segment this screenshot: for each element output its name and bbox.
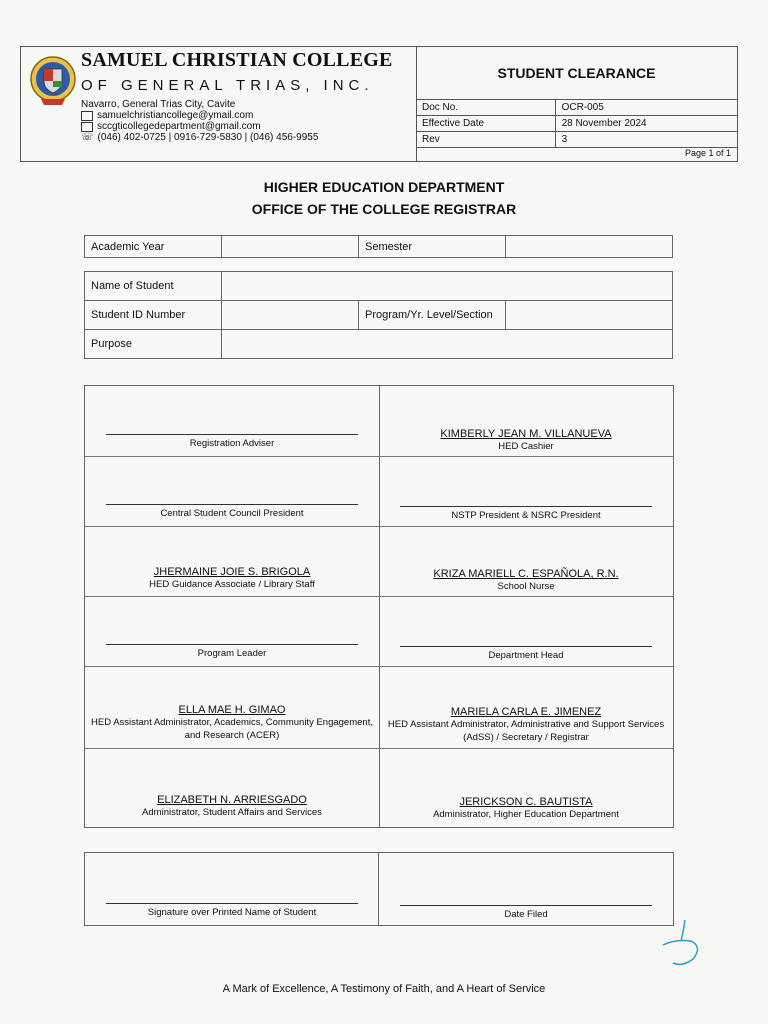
adss-role: HED Assistant Administrator, Administrative and Support Services (AdSS) / Secretary / Registrar (387, 719, 665, 743)
student-signature-label: Signature over Printed Name of Student (147, 907, 317, 918)
program-leader-role: Program Leader (197, 648, 267, 659)
osas-name: ELIZABETH N. ARRIESGADO (157, 794, 307, 806)
nurse-name: KRIZA MARIELL C. ESPAÑOLA, R.N. (433, 568, 619, 580)
registration-adviser-cell[interactable] (85, 434, 379, 450)
mail-icon (81, 111, 93, 121)
osas-cell[interactable] (85, 794, 379, 819)
academic-year-label: Academic Year (85, 236, 222, 258)
guidance-name: JHERMAINE JOIE S. BRIGOLA (153, 566, 311, 578)
cashier-role: HED Cashier (498, 441, 554, 452)
program-field[interactable] (506, 301, 673, 330)
csc-president-role: Central Student Council President (160, 508, 304, 519)
signatories-box (84, 385, 674, 828)
department-head-cell[interactable] (379, 646, 673, 662)
acer-cell[interactable] (85, 704, 379, 742)
program-label: Program/Yr. Level/Section (359, 301, 506, 330)
nstp-president-role: NSTP President & NSRC President (451, 510, 601, 521)
cashier-cell[interactable] (379, 428, 673, 453)
registration-adviser-role: Registration Adviser (189, 438, 275, 449)
student-info-table (84, 271, 673, 359)
guidance-role: HED Guidance Associate / Library Staff (149, 579, 315, 590)
student-signature-cell[interactable] (85, 903, 379, 919)
department-head-role: Department Head (488, 650, 564, 661)
college-seal-logo (29, 53, 77, 111)
student-signature-box (84, 852, 674, 926)
hed-admin-name: JERICKSON C. BAUTISTA (459, 796, 593, 808)
semester-label: Semester (359, 236, 506, 258)
csc-president-cell[interactable] (85, 504, 379, 520)
osas-role: Administrator, Student Affairs and Services (142, 807, 322, 818)
date-filed-cell[interactable] (379, 905, 673, 921)
date-filed-label: Date Filed (504, 909, 548, 920)
effective-date-label: Effective Date (416, 116, 555, 132)
acer-role: HED Assistant Administrator, Academics, Community Engagement, and Research (ACER) (91, 717, 373, 741)
adss-name: MARIELA CARLA E. JIMENEZ (450, 706, 602, 718)
hed-admin-role: Administrator, Higher Education Department (433, 809, 619, 820)
hed-admin-cell[interactable] (379, 796, 673, 821)
rev-value: 3 (555, 132, 737, 148)
academic-year-field[interactable] (222, 236, 359, 258)
student-id-label: Student ID Number (85, 301, 222, 330)
form-title: STUDENT CLEARANCE (497, 65, 656, 81)
email-department: sccgticollegedepartment@gmail.com (97, 121, 261, 132)
academic-period-table (84, 235, 673, 258)
department-title: HIGHER EDUCATION DEPARTMENT (263, 179, 505, 195)
purpose-field[interactable] (222, 330, 673, 359)
college-subname: OF GENERAL TRIAS, INC. (81, 77, 374, 94)
contact-block (81, 99, 318, 143)
program-leader-cell[interactable] (85, 644, 379, 660)
name-label: Name of Student (85, 272, 222, 301)
purpose-label: Purpose (85, 330, 222, 359)
nurse-cell[interactable] (379, 568, 673, 593)
phone-numbers: (046) 402-0725 | 0916-729-5830 | (046) 456-9955 (97, 132, 319, 143)
guidance-cell[interactable] (85, 566, 379, 591)
nstp-president-cell[interactable] (379, 506, 673, 522)
semester-field[interactable] (506, 236, 673, 258)
doc-no-label: Doc No. (416, 100, 555, 116)
name-field[interactable] (222, 272, 673, 301)
document-control-table (416, 99, 737, 148)
office-title: OFFICE OF THE COLLEGE REGISTRAR (251, 201, 517, 217)
acer-name: ELLA MAE H. GIMAO (178, 704, 286, 716)
adss-cell[interactable] (379, 706, 673, 744)
email-primary: samuelchristiancollege@ymail.com (97, 110, 254, 121)
mail-icon (81, 122, 93, 132)
effective-date-value: 28 November 2024 (555, 116, 737, 132)
address: Navarro, General Trias City, Cavite (81, 99, 236, 110)
nurse-role: School Nurse (497, 581, 555, 592)
initial-mark-icon (655, 915, 705, 975)
phone-icon: ☏ (81, 132, 94, 143)
rev-label: Rev (416, 132, 555, 148)
footer-motto: A Mark of Excellence, A Testimony of Faith, and A Heart of Service (222, 983, 546, 995)
doc-no-value: OCR-005 (555, 100, 737, 116)
college-name: SAMUEL CHRISTIAN COLLEGE (81, 49, 393, 71)
page-indicator: Page 1 of 1 (684, 148, 731, 158)
cashier-name: KIMBERLY JEAN M. VILLANUEVA (440, 428, 612, 440)
student-id-field[interactable] (222, 301, 359, 330)
document-header (20, 46, 738, 162)
